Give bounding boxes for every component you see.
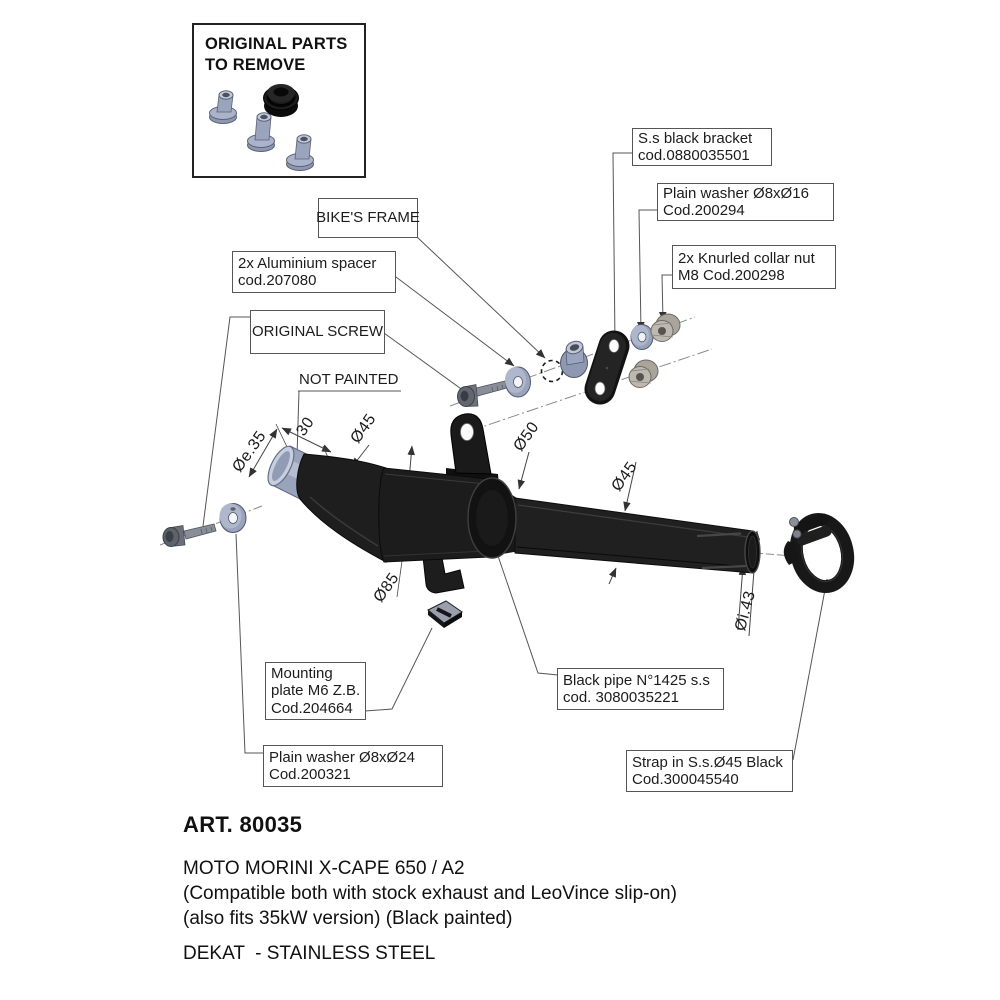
model-name: MOTO MORINI X-CAPE 650 / A2 (183, 858, 465, 879)
dim-inlet-length: 30 (293, 414, 318, 440)
leader-alu-spacer (396, 277, 514, 366)
label-strap: Strap in S.s.Ø45 Black Cod.300045540 (626, 750, 793, 792)
article-number: ART. 80035 (183, 812, 303, 837)
washer-8x24 (220, 504, 247, 533)
washer-8x16 (631, 325, 653, 350)
upper-screw (458, 381, 508, 407)
spacer-disc (505, 367, 531, 397)
label-aluminium-spacer: 2x Aluminium spacer cod.207080 (232, 251, 396, 293)
original-parts-box (192, 23, 366, 178)
knurled-nut-bottom (629, 360, 658, 388)
frame-hole-dashed-circle (542, 361, 563, 382)
lower-screw (163, 524, 216, 547)
mounting-plate-part (428, 601, 462, 628)
compatibility-note-2: (also fits 35kW version) (Black painted) (183, 908, 513, 929)
label-knurled-nut: 2x Knurled collar nut M8 Cod.200298 (672, 245, 836, 289)
dim-outlet: Ø45 (608, 458, 641, 495)
black-bracket (595, 340, 619, 396)
label-ss-bracket: S.s black bracket cod.0880035501 (632, 128, 772, 166)
exhaust-pipe (263, 414, 760, 593)
dim-body: Ø85 (370, 569, 403, 606)
knurled-nut-top (651, 314, 680, 342)
dim-end-inner: Øi.43 (732, 588, 760, 633)
label-black-pipe: Black pipe N°1425 s.s cod. 3080035221 (557, 668, 724, 710)
dim-cone: Ø50 (510, 418, 543, 455)
dim-inlet-outer: Øe.35 (229, 427, 270, 476)
label-original-screw: ORIGINAL SCREW (250, 310, 385, 354)
leader-bikes-frame (417, 237, 545, 358)
pipe-bend (297, 454, 386, 562)
dim-inlet-bend: Ø45 (347, 410, 380, 447)
spacer-side (561, 339, 588, 377)
label-not-painted: NOT PAINTED (299, 371, 399, 388)
leader-ss-bracket (613, 153, 635, 344)
material-note: DEKAT - STAINLESS STEEL (183, 943, 436, 964)
leader-washer16 (639, 210, 658, 331)
leader-washer24 (236, 534, 263, 753)
upper-hardware (458, 314, 681, 407)
leader-mounting-plate (365, 628, 432, 711)
compatibility-note-1: (Compatible both with stock exhaust and LeoVince slip-on) (183, 883, 677, 904)
label-mounting-plate: Mounting plate M6 Z.B. Cod.204664 (265, 662, 366, 720)
label-bikes-frame: BIKE'S FRAME (318, 198, 418, 238)
body-end-cap (468, 478, 516, 558)
pipe-open-end (745, 531, 760, 573)
leader-strap (793, 579, 827, 760)
original-parts-title: ORIGINAL PARTS TO REMOVE (205, 35, 348, 74)
leader-original-screw-left (203, 317, 250, 526)
leader-black-pipe (497, 553, 558, 675)
lower-hardware (163, 504, 246, 547)
label-plain-washer-24: Plain washer Ø8xØ24 Cod.200321 (263, 745, 443, 787)
label-plain-washer-16: Plain washer Ø8xØ16 Cod.200294 (657, 183, 834, 221)
strap-clamp (784, 512, 855, 592)
